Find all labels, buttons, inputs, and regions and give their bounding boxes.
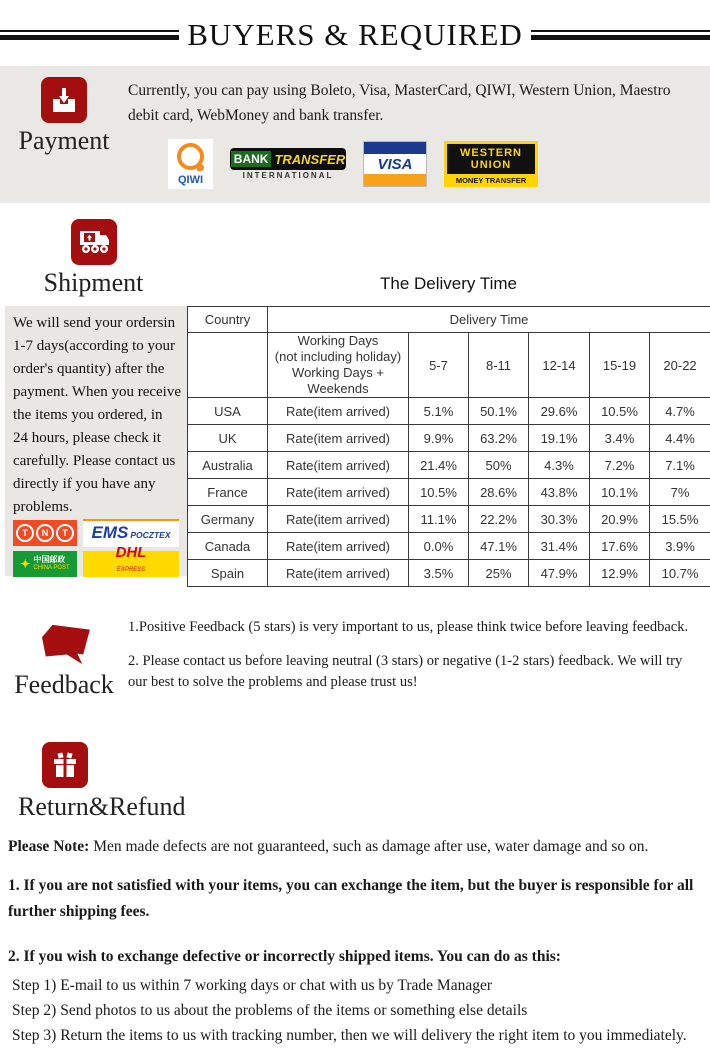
shipment-icon xyxy=(71,219,117,265)
dhl-logo xyxy=(83,544,179,577)
pocztex-logo-text: POCZTEX xyxy=(130,530,171,540)
return-refund-content xyxy=(0,836,710,1048)
china-post-logo xyxy=(13,551,77,577)
feedback-speech-bubble-icon xyxy=(35,621,93,667)
payment-description: Currently, you can pay using Boleto, Visa, MasterCard, QIWI, Western Union, Maestro debit card, WebMoney and bank transfer. xyxy=(128,82,671,124)
feedback-point-2: 2. Please contact us before leaving neutral (3 stars) or negative (1-2 stars) feedback. We will try our best to solve the problems and please trust us! xyxy=(128,653,683,690)
payment-content xyxy=(128,75,710,193)
shipment-label: Shipment xyxy=(43,268,144,297)
delivery-time-title: The Delivery Time xyxy=(380,274,517,293)
feedback-heading xyxy=(0,617,128,706)
visa-gold-band xyxy=(364,174,426,186)
ems-pocztex-logo xyxy=(83,519,179,547)
payment-label: Payment xyxy=(18,126,110,155)
table-row: Australia Rate(item arrived) 21.4% 50% 4.3% 7.2% 7.1% xyxy=(188,452,710,479)
western-union-sub: MONEY TRANSFER xyxy=(455,176,527,185)
empty-cell xyxy=(188,333,268,398)
return-refund-section xyxy=(0,742,710,822)
bank-transfer-word1: BANK xyxy=(231,151,272,167)
policy-2: 2. If you wish to exchange defective or incorrectly shipped items. You can do as this: xyxy=(8,948,561,965)
range-cell: 12-14 xyxy=(529,333,590,398)
visa-logo-text: VISA xyxy=(377,155,413,173)
table-row: Canada Rate(item arrived) 0.0% 47.1% 31.4% 17.6% 3.9% xyxy=(188,533,710,560)
policy-1: 1. If you are not satisfied with your items, you can exchange the item, but the buyer is responsible for all further shipping fees. xyxy=(8,877,694,920)
return-refund-icon xyxy=(42,742,88,788)
carrier-logos xyxy=(13,519,181,577)
tnt-logo xyxy=(13,520,77,546)
bank-transfer-word2: TRANSFER xyxy=(274,151,346,167)
please-note-text: Men made defects are not guaranteed, such as damage after use, water damage and so on. xyxy=(89,838,649,855)
shipment-heading-row xyxy=(0,219,710,298)
visa-blue-band xyxy=(364,142,426,154)
range-cell: 15-19 xyxy=(590,333,650,398)
range-cell: 8-11 xyxy=(469,333,529,398)
table-header-row xyxy=(188,307,710,333)
tnt-letter: T xyxy=(16,524,34,542)
western-union-line2: UNION xyxy=(470,159,512,171)
page-title: BUYERS & REQUIRED xyxy=(187,17,523,52)
feedback-point-1: 1.Positive Feedback (5 stars) is very important to us, please think twice before leaving feedback. xyxy=(128,619,689,635)
china-post-emblem-icon: ✦ xyxy=(20,556,31,571)
header-rule-left xyxy=(0,30,179,40)
dhl-sub-text: EXPRESS xyxy=(116,567,146,573)
shipment-note-panel xyxy=(5,306,187,576)
table-row: USA Rate(item arrived) 5.1% 50.1% 29.6% 10.5% 4.7% xyxy=(188,398,710,425)
feedback-content xyxy=(128,617,710,706)
tnt-letter: T xyxy=(56,524,74,542)
qiwi-q-icon xyxy=(177,143,204,170)
truck-icon xyxy=(77,227,111,257)
page-header xyxy=(0,16,710,54)
step-2: Step 2) Send photos to us about the problems of the items or something else details xyxy=(12,1002,528,1019)
please-note-line xyxy=(8,836,700,858)
payment-icon xyxy=(41,77,87,123)
step-1: Step 1) E-mail to us within 7 working days or chat with us by Trade Manager xyxy=(12,977,493,994)
feedback-label: Feedback xyxy=(14,670,114,699)
download-tray-icon xyxy=(48,84,80,116)
shipment-body xyxy=(0,306,710,587)
please-note-label: Please Note: xyxy=(8,838,90,855)
feedback-section xyxy=(0,617,710,706)
western-union-line1: WESTERN xyxy=(460,147,522,159)
china-post-cn: 中国邮政 xyxy=(33,555,66,564)
bank-transfer-sub: INTERNATIONAL xyxy=(242,171,334,180)
dhl-logo-text: DHL xyxy=(115,544,147,561)
shipment-heading xyxy=(0,219,187,298)
col-delivery-time: Delivery Time xyxy=(268,307,710,333)
payment-heading xyxy=(0,75,128,193)
gift-icon xyxy=(49,749,81,781)
range-cell: 5-7 xyxy=(409,333,469,398)
shipment-note-text: We will send your ordersin 1-7 days(according to your order's quantity) after the payment. When you receive the items you ordered, in 24 hours, please check it carefully. Please contact us directly if you have any problems. xyxy=(13,315,181,515)
table-subheader-row xyxy=(188,333,710,398)
header-rule-right xyxy=(531,30,710,40)
qiwi-logo xyxy=(168,139,213,189)
delivery-time-table xyxy=(187,306,710,587)
exchange-steps xyxy=(8,973,700,1048)
delivery-title-area xyxy=(187,219,710,298)
return-refund-label: Return&Refund xyxy=(18,792,186,821)
table-row: Spain Rate(item arrived) 3.5% 25% 47.9% 12.9% 10.7% xyxy=(188,560,710,587)
bank-transfer-logo xyxy=(230,148,346,180)
qiwi-logo-text: QIWI xyxy=(177,173,204,186)
western-union-logo xyxy=(444,141,538,187)
table-row: UK Rate(item arrived) 9.9% 63.2% 19.1% 3.4% 4.4% xyxy=(188,425,710,452)
range-cell: 20-22 xyxy=(650,333,710,398)
working-days-cell: Working Days (not including holiday) Working Days + Weekends xyxy=(268,333,409,398)
visa-logo xyxy=(363,141,427,187)
tnt-letter: N xyxy=(36,524,54,542)
table-row: Germany Rate(item arrived) 11.1% 22.2% 30.3% 20.9% 15.5% xyxy=(188,506,710,533)
payment-logos xyxy=(168,139,696,189)
china-post-en: CHINA POST xyxy=(33,565,70,571)
table-row: France Rate(item arrived) 10.5% 28.6% 43.8% 10.1% 7% xyxy=(188,479,710,506)
col-country: Country xyxy=(188,307,268,333)
ems-logo-text: EMS xyxy=(91,523,129,542)
payment-section xyxy=(0,66,710,203)
step-3: Step 3) Return the items to us with tracking number, then we will delivery the right item to you immediately. xyxy=(12,1027,687,1044)
